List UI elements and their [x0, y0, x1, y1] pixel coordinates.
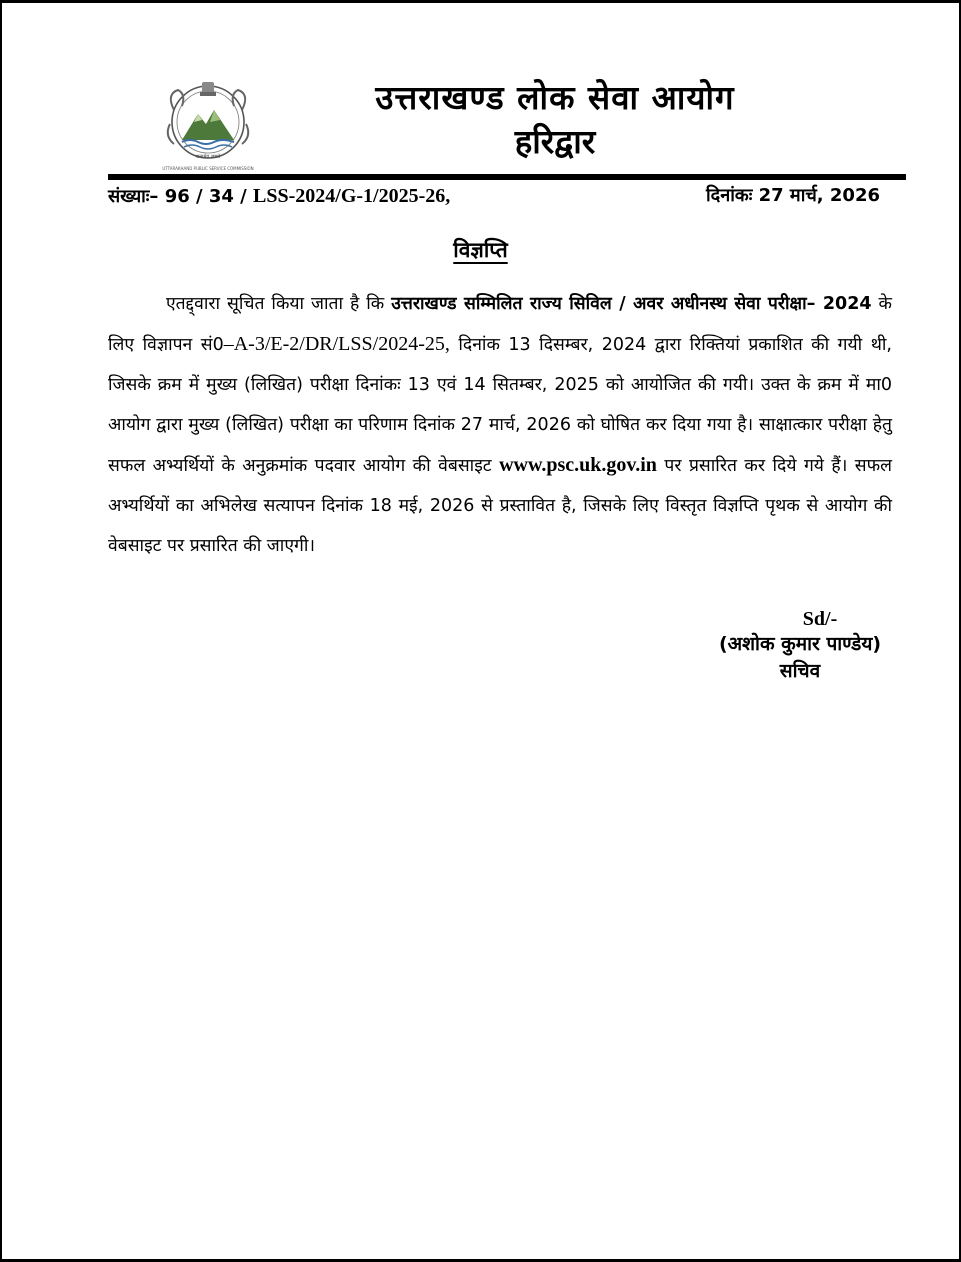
commission-logo	[160, 80, 256, 172]
signature-sd: Sd/-	[802, 608, 838, 630]
page-left-edge	[0, 0, 2, 1262]
signatory-name: (अशोक कुमार पाण्डेय)	[718, 633, 882, 655]
notice-title-text: विज्ञप्ति	[453, 238, 508, 262]
reference-digits: 96 / 34 /	[164, 186, 254, 207]
website-link[interactable]: www.psc.uk.gov.in	[499, 454, 657, 476]
advertisement-number: –A-3/E-2/DR/LSS/2024-25,	[223, 333, 450, 355]
notice-body	[108, 284, 892, 566]
logo-motto: सत्यमेव जयते	[195, 154, 221, 160]
body-advt-prefix: के लिए विज्ञापन सं0	[108, 294, 892, 355]
commission-name: उत्तराखण्ड लोक सेवा आयोग	[375, 78, 735, 117]
reference-prefix: संख्याः–	[108, 186, 165, 207]
header-rule	[108, 174, 906, 180]
issue-date: दिनांकः 27 मार्च, 2026	[706, 185, 880, 206]
body-intro: एतद्द्वारा सूचित किया जाता है कि	[166, 294, 392, 314]
page-top-border	[0, 0, 961, 3]
reference-code: LSS-2024/G-1/2025-26,	[253, 185, 451, 207]
body-details: दिनांक 13 दिसम्बर, 2024 द्वारा रिक्तियां प्रकाशित की गयी थी, जिसके क्रम में मुख्य (लिखित) परीक्षा दिनांकः 13 एवं 14 सितम्बर, 2025 को आयोजित की गयी। उक्त के क्रम में मा0 आयोग द्वारा मुख्य (लिखित) परीक्षा का परिणाम दिनांक 27 मार्च, 2026 को घोषित कर दिया गया है। साक्षात्कार परीक्षा हेतु सफल अभ्यर्थियों के अनुक्रमांक पदवार आयोग की वेबसाइट	[108, 335, 892, 476]
commission-city: हरिद्वार	[514, 122, 596, 161]
exam-name: उत्तराखण्ड सम्मिलित राज्य सिविल / अवर अधीनस्थ सेवा परीक्षा– 2024	[391, 294, 872, 314]
logo-caption: UTTARAKHAND PUBLIC SERVICE COMMISSION	[162, 166, 254, 171]
reference-number	[108, 182, 450, 211]
notice-title	[0, 236, 961, 264]
signatory-designation: सचिव	[779, 660, 821, 682]
body-closing: पर प्रसारित कर दिये गये हैं। सफल अभ्यर्थियों का अभिलेख सत्यापन दिनांक 18 मई, 2026 से प्रस्तावित है, जिसके लिए विस्तृत विज्ञप्ति पृथक से आयोग की वेबसाइट पर प्रसारित की जाएगी।	[108, 456, 892, 556]
